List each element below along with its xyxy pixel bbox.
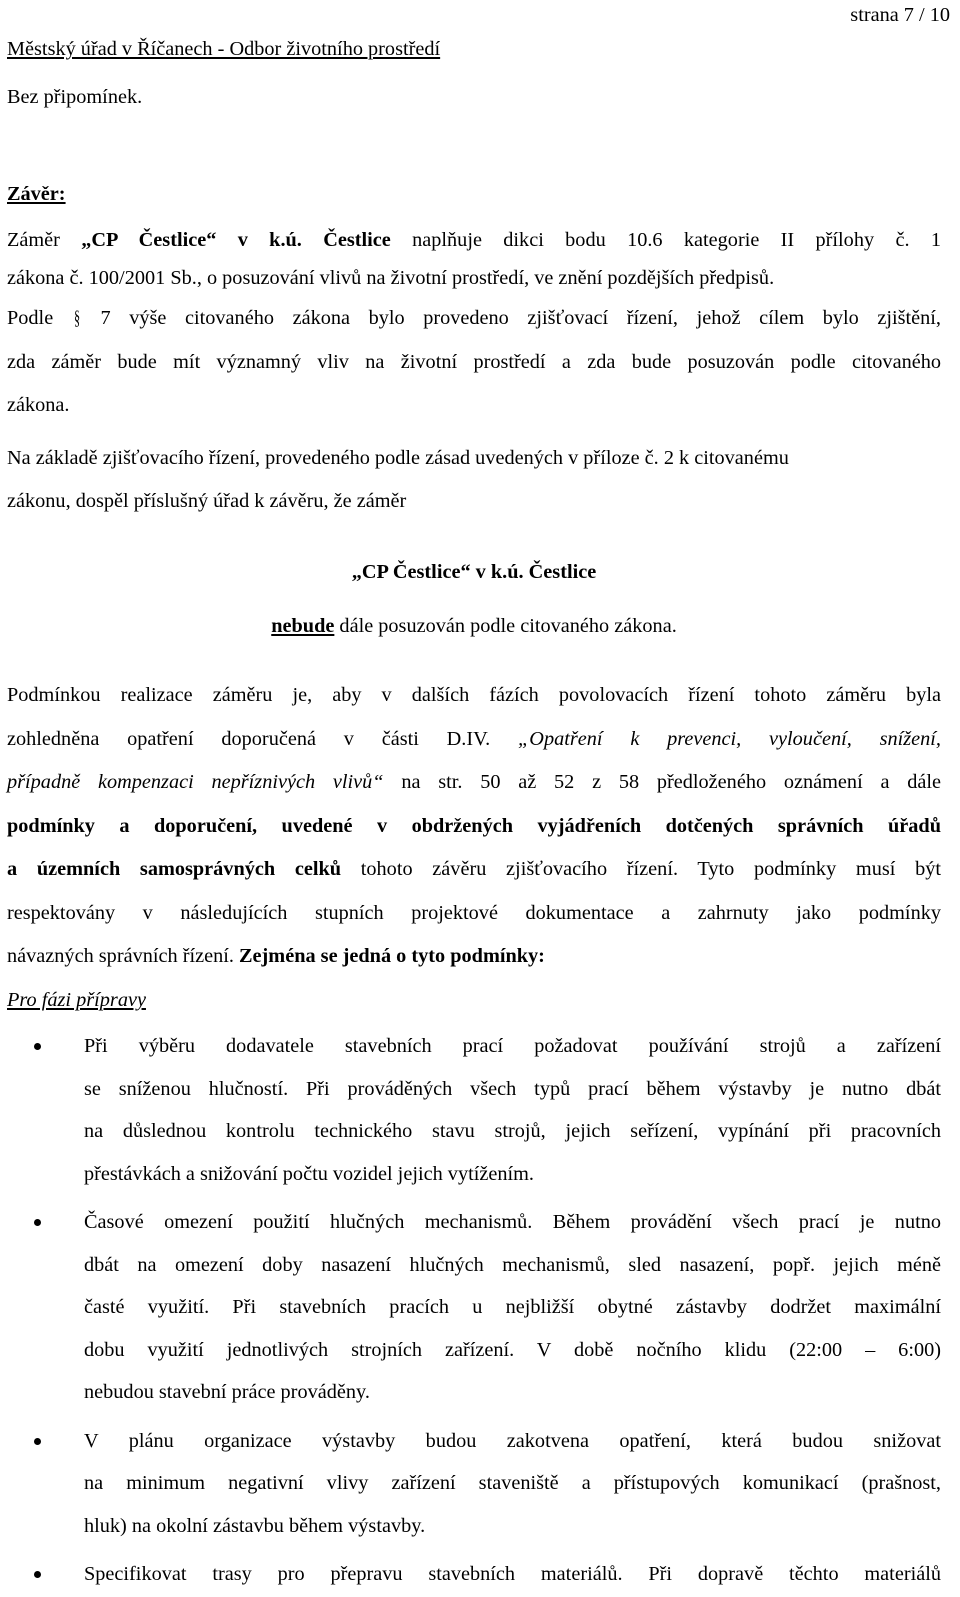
text-run: Záměr	[7, 229, 82, 251]
text-run: tohoto závěru zjišťovacího řízení. Tyto podmínky musí být	[341, 858, 941, 880]
conditions-lead-in: Zejména se jedná o tyto podmínky:	[239, 945, 545, 967]
center-title-text: „CP Čestlice“ v k.ú. Čestlice	[351, 561, 597, 583]
conditions-line-4: podmínky a doporučení, uvedené v obdržených vyjádřeních dotčených správních úřadů	[7, 814, 941, 837]
conclusion-line-6: Na základě zjišťovacího řízení, provedeného podle zásad uvedených v příloze č. 2 k citovanému	[7, 446, 789, 469]
list-line: V plánu organizace výstavby budou zakotvena opatření, která budou snižovat	[84, 1429, 941, 1452]
conditions-line-2	[7, 719, 941, 760]
list-line: se sníženou hlučností. Při prováděných všech typů prací během výstavby je nutno dbát	[84, 1077, 941, 1100]
center-title	[7, 552, 941, 593]
conditions-line-7	[7, 936, 941, 977]
text-run: návazných správních řízení.	[7, 945, 240, 967]
conclusion-line-5: zákona.	[7, 394, 70, 416]
list-line: Časové omezení použití hlučných mechanismů. Během provádění všech prací je nutno	[84, 1211, 941, 1233]
list-line: dobu využití jednotlivých strojních zařízení. V době nočního klidu (22:00 – 6:00)	[84, 1338, 941, 1361]
office-comment: Bez připomínek.	[7, 85, 143, 108]
list-item	[7, 1202, 941, 1413]
list-item	[7, 1026, 941, 1194]
text-run: Podle	[7, 307, 72, 329]
conclusion-line-2: zákona č. 100/2001 Sb., o posuzování vlivů na životní prostředí, ve znění pozdějších předpisů.	[7, 266, 775, 289]
conditions-line-5	[7, 849, 941, 890]
list-line: dbát na omezení doby nasazení hlučných mechanismů, sled nasazení, popř. jejich méně	[84, 1253, 941, 1276]
conclusion-heading-text: Závěr:	[7, 183, 66, 205]
conclusion-line-4: zda záměr bude mít významný vliv na životní prostředí a zda bude posuzován podle citovaného	[7, 350, 941, 373]
measures-title-end: případně kompenzaci nepříznivých vlivů“	[7, 771, 384, 793]
conclusion-line-7: zákonu, dospěl příslušný úřad k závěru, že záměr	[7, 490, 407, 512]
text-run: 7 výše citovaného zákona bylo provedeno zjišťovací řízení, jehož cílem bylo zjištění,	[81, 307, 941, 329]
conclusion-line-1	[7, 220, 941, 261]
verdict-text	[7, 606, 941, 647]
conclusion-line-3	[7, 298, 941, 339]
conclusion-body	[7, 220, 941, 522]
list-line: na důslednou kontrolu technického stavu strojů, jejich seřízení, vypínání při pracovních	[84, 1120, 941, 1142]
list-item	[7, 1421, 941, 1547]
list-line: Při výběru dodavatele stavebních prací požadovat používání strojů a zařízení	[84, 1035, 941, 1057]
text-run: na str. 50 až 52 z 58 předloženého oznámení a dále	[383, 771, 941, 793]
conclusion-heading	[7, 174, 941, 215]
office-name: Městský úřad v Říčanech - Odbor životního prostředí	[7, 38, 441, 60]
project-name: „CP Čestlice“ v k.ú. Čestlice	[81, 229, 391, 251]
text-run-bold: a územních samosprávných celků	[7, 858, 342, 880]
list-line: hluk) na okolní zástavbu během výstavby.	[84, 1514, 426, 1537]
list-line: nebudou stavební práce prováděny.	[84, 1381, 370, 1403]
list-line: časté využití. Při stavebních pracích u nejbližší obytné zástavby dodržet maximální	[84, 1296, 941, 1318]
section-sign: §	[73, 307, 80, 329]
conditions-list	[7, 1026, 941, 1595]
list-line: přestávkách a snižování počtu vozidel jejich vytížením.	[84, 1162, 534, 1185]
list-line: Specifikovat trasy pro přepravu stavebních materiálů. Při dopravě těchto materiálů	[84, 1563, 941, 1585]
phase-title: Pro fázi přípravy	[7, 989, 146, 1011]
measures-title: „Opatření k prevenci, vyloučení, snížení,	[518, 727, 941, 750]
conditions-line-6: respektovány v následujících stupních projektové dokumentace a zahrnuty jako podmínky	[7, 901, 941, 924]
conditions-line-1: Podmínkou realizace záměru je, aby v dalších fázích povolovacích řízení tohoto záměru byla	[7, 684, 941, 706]
list-line: na minimum negativní vlivy zařízení staveniště a přístupových komunikací (prašnost,	[84, 1472, 941, 1494]
text-run: dále posuzován podle citovaného zákona.	[334, 615, 677, 637]
text-run: naplňuje dikci bodu 10.6 kategorie II přílohy č. 1	[390, 229, 941, 251]
verdict	[7, 606, 941, 647]
office-block	[7, 29, 941, 117]
text-run: zohledněna opatření doporučená v části D.IV.	[7, 727, 519, 750]
list-item	[7, 1554, 941, 1595]
conditions-paragraph	[7, 675, 941, 977]
verdict-bold: nebude	[271, 615, 335, 637]
phase-heading	[7, 980, 941, 1021]
page-number: strana 7 / 10	[850, 4, 950, 26]
conditions-line-3	[7, 762, 941, 803]
